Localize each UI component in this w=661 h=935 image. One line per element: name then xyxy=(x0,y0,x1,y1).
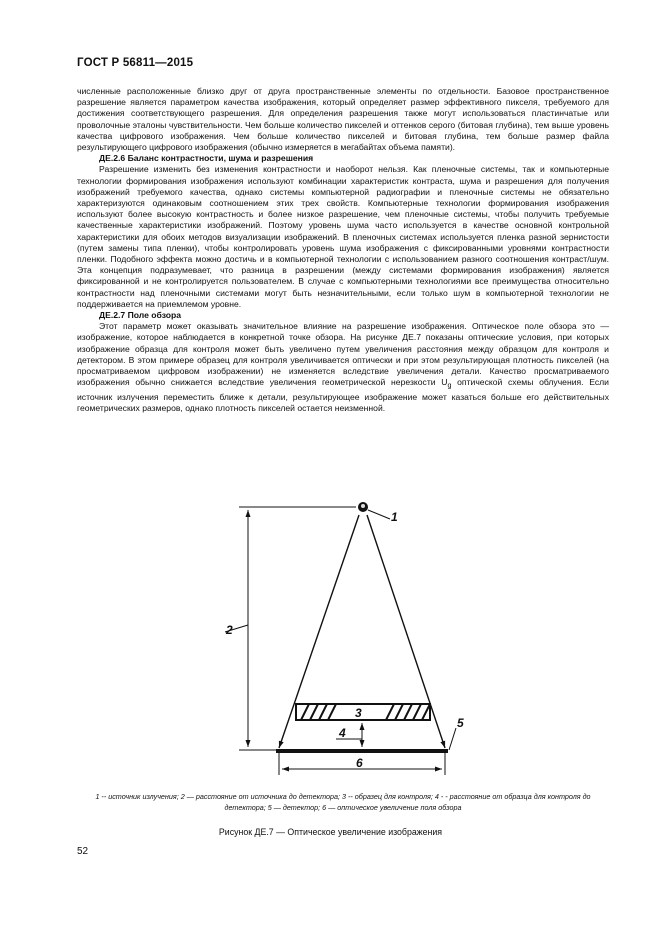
paragraph-fov-text-b: оптической схемы облучения. Если источник излучения переместить ближе к детали, результирующее изображение может казаться больше его действительных геометрических размеров, однако плотность пикселей остается неизменной. xyxy=(77,377,609,414)
figure-title: Рисунок ДЕ.7 — Оптическое увеличение изображения xyxy=(218,827,443,837)
label-5-leader xyxy=(449,728,456,750)
label-1: 1 xyxy=(391,510,398,524)
label-6: 6 xyxy=(356,756,363,770)
page-number: 52 xyxy=(77,846,89,857)
section-heading-de-2-7: ДЕ.2.7 Поле обзора xyxy=(99,310,182,321)
paragraph-fov-text-a: Этот параметр может оказывать значительное влияние на разрешение изображения. Оптическое поле обзора это — изображение, которое наблюдается в конкретной точке обзора. На рисунке ДЕ.7 показаны оптические условия, при которых изображение образца для контроля может быть увеличено путем увеличения расстояния между образцом для контроля и детектором. В этом примере образец для контроля увеличивается оптически и при этом результирующая плотность пикселей (на просматриваемом цифровом изображении) не изменяется вследствие увеличения детали. Качество просматриваемого изображения обычно снижается вследствие увеличения геометрической нерезкости U xyxy=(77,321,609,388)
label-4: 4 xyxy=(339,726,346,740)
document-header: ГОСТ Р 56811—2015 xyxy=(77,57,194,69)
detector xyxy=(276,749,448,753)
label-1-leader xyxy=(368,510,390,519)
section-heading-de-2-6: ДЕ.2.6 Баланс контрастности, шума и разрешения xyxy=(99,153,314,164)
test-object xyxy=(296,702,431,722)
paragraph-resolution: численные расположенные близко друг от друга пространственные элементы по отдельности. Базовое пространственное разрешение является параметром качества изображения, который определяет размер эффективного пикселя, требуемого для достижения соответствующего разрешения. Для определения разрешения также могут использоваться пластинчатые или проволочные эталоны чувствительности. Чем больше количество пикселей и оттенков серого (битовая глубина), тем выше уровень качества цифрового изображения. Чем больше количество пикселей и битовая глубина, тем больше размер файла результирующего цифрового изображения (обычно измеряется в мегабайтах объема памяти). xyxy=(77,86,609,153)
paragraph-balance: Разрешение изменить без изменения контрастности и наоборот нельзя. Как пленочные системы, так и компьютерные технологии формирования изображения используют комбинации характеристик контраста, шума и разрешения для получения изображений требуемого качества, однако системы компьютерной радиографии и пленочные системы не обязательно характеризуются одинаковым соотношением этих трех свойств. Компьютерные технологии формирования изображения используют более высокую контрастность и более низкое разрешение, чем пленочные системы, чтобы получить требуемые качественные характеристики изображений. Поэтому уровень шума часто используется в качестве основной контрольной характеристики для обоих методов визуализации изображений. В пленочных системах используется пленка разной зернистости (путем замены типа пленки), чтобы контролировать уровень шума изображения с фиксированными уровнями контрастности пленки. Подобного эффекта можно достичь и в компьютерной технологии с использованием разного соотношения контраст/шум. Эта концепция подразумевает, что разница в разрешении (между системами формирования изображения) является фиксированной и не контролируется пользователем. В случае с компьютерными технологиями все преимущества относительно контрастности над пленочными системами могут быть незначительными, если только шум в компьютерной технологии не поддерживается на приемлемом уровне. xyxy=(77,164,609,309)
figure-legend: 1 -- источник излучения; 2 — расстояние от источника до детектора; 3 -- образец для контроля; 4 - - расстояние от образца для контроля до детектора; 5 — детектор; 6 — оптическое увеличение поля обзора xyxy=(95,792,591,812)
label-2: 2 xyxy=(226,623,233,637)
label-5: 5 xyxy=(457,716,464,730)
paragraph-fov-subscript: g xyxy=(447,382,452,390)
label-3: 3 xyxy=(355,706,362,720)
